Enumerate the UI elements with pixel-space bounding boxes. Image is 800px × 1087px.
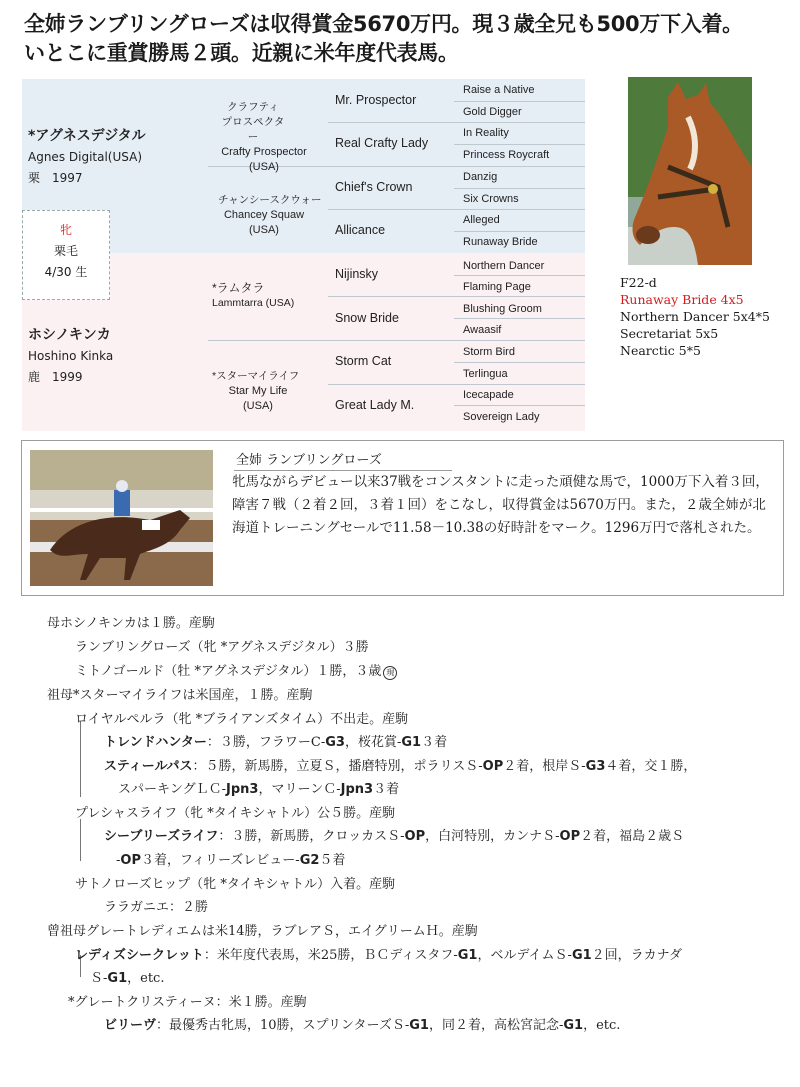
r15-a: ：米年度代表馬，米25勝，ＢＣディスタフ- [203,948,458,963]
family-row-16 [90,967,164,986]
foal-color: 栗毛 [53,244,78,258]
dam-name-en: Hoshino Kinka [28,349,114,363]
r6-d: G1 [401,735,422,750]
r10-c: ，白河特別，カンナＳ- [425,829,560,844]
g4-0: Raise a Native [463,84,535,96]
g2-sire-sire [218,100,326,175]
family-row-3-text: ミトノゴールド（牡 *アグネスデジタル）１勝，３歳 [75,664,382,679]
r18-a: ：最優秀古牝馬，10勝，スプリンターズＳ- [156,1018,410,1033]
g3-5: Snow Bride [335,311,399,325]
cross-3: Nearctic 5*5 [620,343,701,358]
dam-info: 鹿 1999 [28,370,83,384]
g4-10: Blushing Groom [463,303,542,315]
horse-steel-pass: スティールパス [104,759,193,774]
r8-e: ３着 [373,782,400,797]
family-row-7 [104,755,696,774]
cross-2: Secretariat 5x5 [620,326,719,341]
r15-d: G1 [571,948,592,963]
g2-sire-sire-en: Crafty Prospector (USA) [221,146,307,173]
family-row-18 [104,1014,620,1033]
headline [24,10,784,68]
r11-b: OP [120,853,141,868]
g4-14: Icecapade [463,389,514,401]
r8-d: Jpn3 [340,782,374,797]
g4-5: Six Crowns [463,193,519,205]
r16-b: G1 [107,971,128,986]
g3-3: Allicance [335,223,386,237]
family-row-17: *グレートクリスティーヌ：米１勝。産駒 [68,995,307,1010]
headline-line-2: いとこに重賞勝馬２頭。近親に米年度代表馬。 [24,41,459,65]
family-row-9: プレシャスライフ（牝 *タイキシャトル）公５勝。産駒 [75,806,396,821]
foal-info-box [22,210,110,300]
r10-b: OP [404,829,426,844]
family-row-13: ララガニエ：２勝 [104,900,209,915]
horse-portrait-photo [628,77,752,265]
g2-sire-dam-en: Chancey Squaw (USA) [223,209,305,236]
horse-sea-breeze-life: シーブリーズライフ [104,829,219,844]
g4-7: Runaway Bride [463,236,538,248]
g4-8: Northern Dancer [463,260,545,272]
family-row-2: ランブリングローズ（牝 *アグネスデジタル）３勝 [75,640,369,655]
r8-c: ，マリーンＣ- [258,782,341,797]
r18-b: G1 [409,1018,429,1033]
g3-0: Mr. Prospector [335,93,417,107]
g4-12: Storm Bird [463,346,515,358]
g4-2: In Reality [463,127,509,139]
sister-info-box [21,440,784,596]
r8-b: Jpn3 [226,782,259,797]
family-row-5: ロイヤルペルラ（牝 *ブライアンズタイム）不出走。産駒 [75,712,409,727]
family-row-8 [118,778,399,797]
g2-dam-sire-en: Lammtarra (USA) [212,297,295,309]
sire-info: 栗 1997 [28,171,83,185]
current-mark: 現 [383,666,397,680]
g2-sire-sire-ja: クラフティ プロスペクター [221,101,285,143]
g4-9: Flaming Page [463,281,531,293]
g2-dam-dam [212,369,326,414]
family-row-1: 母ホシノキンカは１勝。産駒 [47,616,215,631]
dam-name-ja: ホシノキンカ [28,327,111,343]
sire-name-en: Agnes Digital(USA) [28,150,142,164]
r7-a: ：５勝，新馬勝，立夏Ｓ，播磨特別，ポラリスＳ- [192,759,483,774]
family-row-6 [104,731,447,750]
foal-birth: 4/30 生 [44,265,88,279]
g3-7: Great Lady M. [335,398,415,412]
r18-c: ，同２着，高松宮記念- [428,1018,564,1033]
r18-d: G1 [563,1018,584,1033]
horse-believe: ビリーヴ [104,1018,157,1033]
sister-text: 牝馬ながらデビュー以来37戦をコンスタントに走った頑健な馬で，1000万下入着３回，障害７戦（２着２回，３着１回）をこなし，収得賞金は5670万円。また，２歳全姉が北海道トレーニングセールで11.58－10.38の好時計をマーク。1296万円で落札された。 [232,474,769,536]
r18-e: ，etc. [583,1018,621,1033]
r11-a: - [116,853,121,868]
cross-highlight: Runaway Bride 4x5 [620,292,744,307]
g4-3: Princess Roycraft [463,149,550,161]
horse-trend-hunter: トレンドハンター [104,735,207,750]
family-row-10 [104,825,684,844]
r7-e: ４着，交１勝， [605,759,697,774]
sire-name-ja: *アグネスデジタル [28,128,146,144]
r6-a: ：３勝，フラワーC- [206,735,326,750]
g4-6: Alleged [463,214,500,226]
g2-dam-sire-ja: *ラムタラ [212,281,265,295]
r16-c: ，etc. [127,971,165,986]
dam-name [28,324,198,385]
r8-a: スパーキングＬＣ- [118,782,227,797]
g2-dam-dam-en: Star My Life (USA) [228,385,288,412]
family-row-12: サトノローズヒップ（牝 *タイキシャトル）入着。産駒 [75,877,396,892]
g4-4: Danzig [463,171,498,183]
pedigree-table [22,79,585,431]
g3-2: Chief's Crown [335,180,413,194]
family-row-3 [75,660,397,680]
horse-ladys-secret: レディズシークレット [75,948,204,963]
g4-13: Terlingua [463,368,508,380]
race-photo [30,450,213,586]
r11-d: G2 [299,853,320,868]
g2-sire-dam [218,193,326,238]
r16-a: Ｓ- [90,971,108,986]
g2-dam-dam-ja: *スターマイライフ [212,370,300,382]
g4-11: Awaasif [463,324,502,336]
g4-1: Gold Digger [463,106,522,118]
g3-6: Storm Cat [335,354,392,368]
sire-name [28,125,198,186]
indent-bar-2 [80,819,81,861]
family-row-4: 祖母*スターマイライフは米国産，１勝。産駒 [47,688,313,703]
inbreeding-crosses [620,274,770,359]
r6-b: G3 [325,735,345,750]
family-number: F22-d [620,275,657,290]
r15-b: G1 [457,948,478,963]
r7-c: ２着，根岸Ｓ- [503,759,586,774]
family-row-14: 曾祖母グレートレディエムは米14勝，ラブレアＳ，エイグリームＨ。産駒 [47,924,478,939]
g2-sire-dam-ja: チャンシースクウォー [218,194,322,206]
cross-1: Northern Dancer 5x4*5 [620,309,770,324]
foal-sex: 牝 [59,223,72,237]
r15-c: ，ベルデイムＳ- [477,948,572,963]
family-row-11 [116,849,345,868]
r11-c: ３着，フィリーズレビュー- [141,853,300,868]
r7-b: OP [482,759,504,774]
r6-e: ３着 [421,735,448,750]
headline-line-1: 全姉ランブリングローズは収得賞金5670万円。現３歳全兄も500万下入着。 [24,12,743,36]
r10-a: ：３勝，新馬勝，クロッカスＳ- [218,829,405,844]
r10-e: ２着，福島２歳Ｓ [580,829,685,844]
r10-d: OP [559,829,581,844]
r11-e: ５着 [319,853,346,868]
g3-4: Nijinsky [335,267,379,281]
r15-e: ２回，ラカナダ [591,948,683,963]
g4-15: Sovereign Lady [463,411,540,423]
g2-dam-sire [212,281,326,311]
g3-1: Real Crafty Lady [335,136,429,150]
r7-d: G3 [585,759,606,774]
sister-title: 全姉 ランブリングローズ [236,449,382,468]
indent-bar-1 [80,721,81,797]
family-row-15 [75,944,682,963]
r6-c: ，桜花賞- [344,735,402,750]
